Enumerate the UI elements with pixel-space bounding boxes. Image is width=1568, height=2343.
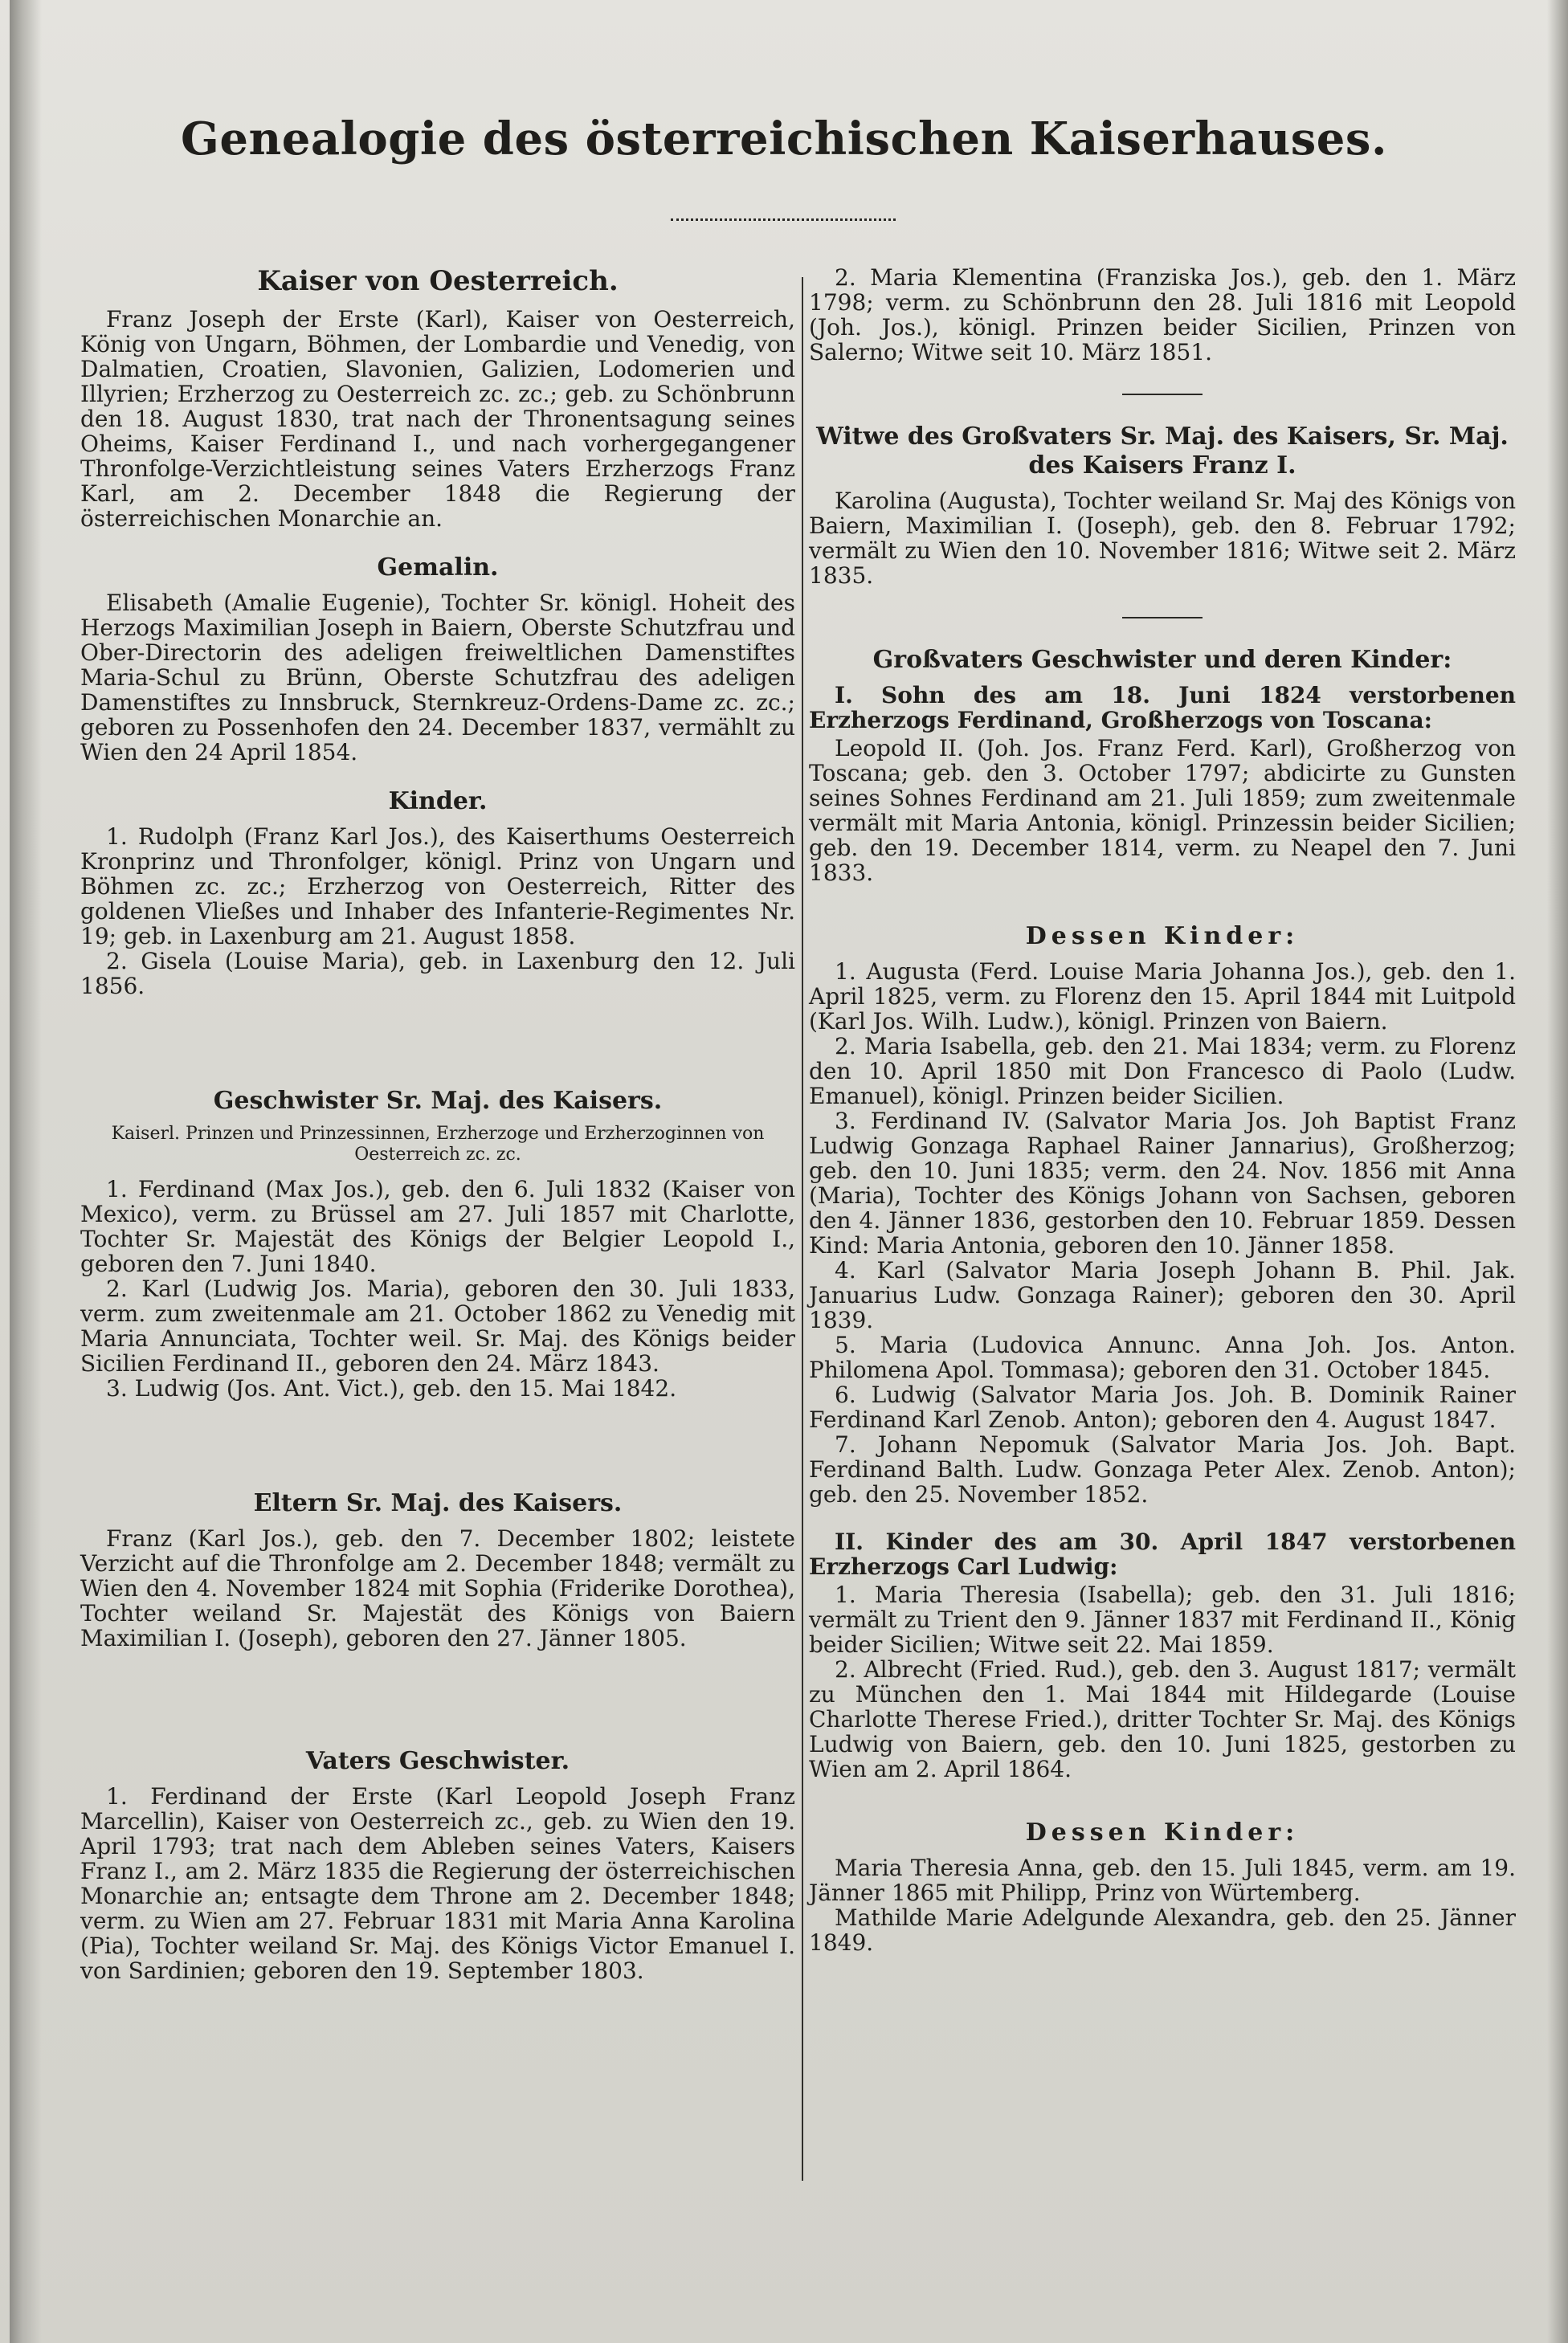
sibling-entry: 2. Karl (Ludwig Jos. Maria), geboren den 30. Juli 1833, verm. zum zweitenmale am 21. October 1862 zu Venedig mit Maria Annunciata, Tochter weil. Sr. Maj. des Königs beider Sicilien Ferdinand II., geboren den 24. März 1843.: [80, 1276, 795, 1377]
emperor-text: Franz Joseph der Erste (Karl), Kaiser von Oesterreich, König von Ungarn, Böhmen, der Lombardie und Venedig, von Dalmatien, Croatien, Slavonien, Galizien, Lodomerien und Illyrien; Erzherzog zu Oesterreich zc. zc.; geb. zu Schönbrunn den 18. August 1830, trat nach der Thronentsagung seines Oheims, Kaiser Ferdinand I., und nach vorhergegangener Thronfolge-Verzichtleistung seines Vaters Erzherzogs Franz Karl, am 2. December 1848 die Regierung der österreichischen Monarchie an.: [80, 306, 795, 532]
parents-heading: Eltern Sr. Maj. des Kaisers.: [253, 1489, 623, 1517]
sibling-entry-continued: 2. Maria Klementina (Franziska Jos.), geb. den 1. März 1798; verm. zu Schönbrunn den 28. Juli 1816 mit Leopold (Joh. Jos.), königl. Prinzen beider Sicilien, Prinzen von Salerno; Witwe seit 10. März 1851.: [809, 264, 1516, 365]
child-entry: 7. Johann Nepomuk (Salvator Maria Jos. Joh. Bapt. Ferdinand Balth. Ludw. Gonzaga Peter Alex. Zenob. Anton); geb. den 25. November 1852.: [809, 1431, 1516, 1508]
page-title: Genealogie des österreichischen Kaiserhauses.: [181, 112, 1387, 165]
grandfather-siblings-heading: Großvaters Geschwister und deren Kinder:: [872, 646, 1452, 674]
child-entry: 2. Albrecht (Fried. Rud.), geb. den 3. August 1817; vermält zu München den 1. Mai 1844 mit Hildegarde (Louise Charlotte Therese Fried.), dritter Tochter Sr. Maj. des Königs Ludwig von Baiern, geb. den 10. Juni 1825, gestorben zu Wien am 2. April 1864.: [809, 1656, 1516, 1782]
consort-text: Elisabeth (Amalie Eugenie), Tochter Sr. königl. Hoheit des Herzogs Maximilian Joseph in Baiern, Oberste Schutzfrau und Ober-Directorin des adeligen freiweltlichen Damenstiftes Maria-Schul zu Brünn, Oberste Schutzfrau des adeligen Damenstiftes zu Innsbruck, Sternkreuz-Ordens-Dame zc. zc.; geboren zu Possenhofen den 24. December 1837, vermählt zu Wien den 24 April 1854.: [80, 590, 795, 765]
child-entry: 2. Gisela (Louise Maria), geb. in Laxenburg den 12. Juli 1856.: [80, 948, 795, 999]
widow-heading: Witwe des Großvaters Sr. Maj. des Kaisers, Sr. Maj. des Kaisers Franz I.: [816, 422, 1509, 480]
left-column: [80, 265, 795, 1983]
his-children-heading: Dessen Kinder:: [1025, 922, 1300, 950]
child-entry: 5. Maria (Ludovica Annunc. Anna Joh. Jos. Anton. Philomena Apol. Tommasa); geboren den 31. October 1845.: [809, 1332, 1516, 1383]
grandchild-entry: Mathilde Marie Adelgunde Alexandra, geb. den 25. Jänner 1849.: [809, 1904, 1516, 1956]
emperor-heading: Kaiser von Oesterreich.: [257, 265, 619, 297]
section-rule: [1122, 617, 1203, 618]
consort-heading: Gemalin.: [377, 553, 499, 582]
sibling-entry: 3. Ludwig (Jos. Ant. Vict.), geb. den 15. Mai 1842.: [106, 1375, 677, 1402]
parents-text: Franz (Karl Jos.), geb. den 7. December 1802; leistete Verzicht auf die Thronfolge am 2. December 1848; vermält zu Wien den 4. November 1824 mit Sophia (Friderike Dorothea), Tochter weiland Sr. Majestät des Königs von Baiern Maximilian I. (Joseph), geboren den 27. Jänner 1805.: [80, 1525, 795, 1651]
column-divider: [802, 277, 803, 2181]
section-1-heading: I. Sohn des am 18. Juni 1824 verstorbenen Erzherzogs Ferdinand, Großherzogs von Toscana:: [809, 682, 1516, 733]
widow-text: Karolina (Augusta), Tochter weiland Sr. Maj des Königs von Baiern, Maximilian I. (Joseph), geb. den 8. Februar 1792; vermält zu Wien den 10. November 1816; Witwe seit 2. März 1835.: [809, 488, 1516, 589]
sibling-entry: 1. Ferdinand (Max Jos.), geb. den 6. Juli 1832 (Kaiser von Mexico), verm. zu Brüssel am 27. Juli 1857 mit Charlotte, Tochter Sr. Majestät des Königs der Belgier Leopold I., geboren den 7. Juni 1840.: [80, 1176, 795, 1277]
child-entry: 6. Ludwig (Salvator Maria Jos. Joh. B. Dominik Rainer Ferdinand Karl Zenob. Anton); geboren den 4. August 1847.: [809, 1382, 1516, 1433]
child-entry: 4. Karl (Salvator Maria Joseph Johann B. Phil. Jak. Januarius Ludw. Gonzaga Rainer); geboren den 30. April 1839.: [809, 1257, 1516, 1333]
section-1-text: Leopold II. (Joh. Jos. Franz Ferd. Karl), Großherzog von Toscana; geb. den 3. October 1797; abdicirte zu Gunsten seines Sohnes Ferdinand am 21. Juli 1859; zum zweitenmale vermält mit Maria Antonia, königl. Prinzessin beider Sicilien; geb. den 19. December 1814, verm. zu Neapel den 7. Juni 1833.: [809, 735, 1516, 886]
right-column: [809, 265, 1516, 1955]
page-edge-shadow: [1547, 0, 1568, 2343]
child-entry: 1. Rudolph (Franz Karl Jos.), des Kaiserthums Oesterreich Kronprinz und Thronfolger, königl. Prinz von Ungarn und Böhmen zc. zc.; Erzherzog von Oesterreich, Ritter des goldenen Vließes und Inhaber des Infanterie-Regimentes Nr. 19; geb. in Laxenburg am 21. August 1858.: [80, 823, 795, 949]
children-heading: Kinder.: [388, 787, 488, 815]
father-siblings-text: 1. Ferdinand der Erste (Karl Leopold Joseph Franz Marcellin), Kaiser von Oesterreich zc., geb. zu Wien den 19. April 1793; trat nach dem Ableben seines Vaters, Kaisers Franz I., am 2. März 1835 die Regierung der österreichischen Monarchie an; entsagte dem Throne am 2. December 1848; verm. zu Wien am 27. Februar 1831 mit Maria Anna Karolina (Pia), Tochter weiland Sr. Maj. des Königs Victor Emanuel I. von Sardinien; geboren den 19. September 1803.: [80, 1783, 795, 1984]
his-children-heading-2: Dessen Kinder:: [1025, 1818, 1300, 1847]
grandchild-entry: Maria Theresia Anna, geb. den 15. Juli 1845, verm. am 19. Jänner 1865 mit Philipp, Prinz von Würtemberg.: [809, 1855, 1516, 1906]
siblings-heading: Geschwister Sr. Maj. des Kaisers.: [213, 1087, 663, 1115]
child-entry: 1. Augusta (Ferd. Louise Maria Johanna Jos.), geb. den 1. April 1825, verm. zu Florenz den 15. April 1844 mit Luitpold (Karl Jos. Wilh. Ludw.), königl. Prinzen von Baiern.: [809, 958, 1516, 1035]
title-dotted-rule: [671, 218, 896, 221]
child-entry: 1. Maria Theresia (Isabella); geb. den 31. Juli 1816; vermält zu Trient den 9. Jänner 1837 mit Ferdinand II., König beider Sicilien; Witwe seit 22. Mai 1859.: [809, 1582, 1516, 1658]
child-entry: 3. Ferdinand IV. (Salvator Maria Jos. Joh Baptist Franz Ludwig Gonzaga Raphael Rainer Jannarius), Großherzog; geb. den 10. Juni 1835; verm. den 24. Nov. 1856 mit Anna (Maria), Tochter des Königs Johann von Sachsen, geboren den 4. Jänner 1836, gestorben den 10. Februar 1859. Dessen Kind: Maria Antonia, geboren den 10. Jänner 1858.: [809, 1108, 1516, 1259]
father-siblings-heading: Vaters Geschwister.: [305, 1747, 570, 1775]
siblings-note: Kaiserl. Prinzen und Prinzessinnen, Erzherzoge und Erzherzoginnen von Oesterreich zc. zc.: [111, 1124, 765, 1165]
section-2-heading: II. Kinder des am 30. April 1847 verstorbenen Erzherzogs Carl Ludwig:: [809, 1529, 1516, 1580]
section-rule: [1122, 394, 1203, 395]
binding-shadow: [10, 0, 42, 2343]
child-entry: 2. Maria Isabella, geb. den 21. Mai 1834; verm. zu Florenz den 10. April 1850 mit Don Francesco di Paolo (Ludw. Emanuel), königl. Prinzen beider Sicilien.: [809, 1033, 1516, 1109]
